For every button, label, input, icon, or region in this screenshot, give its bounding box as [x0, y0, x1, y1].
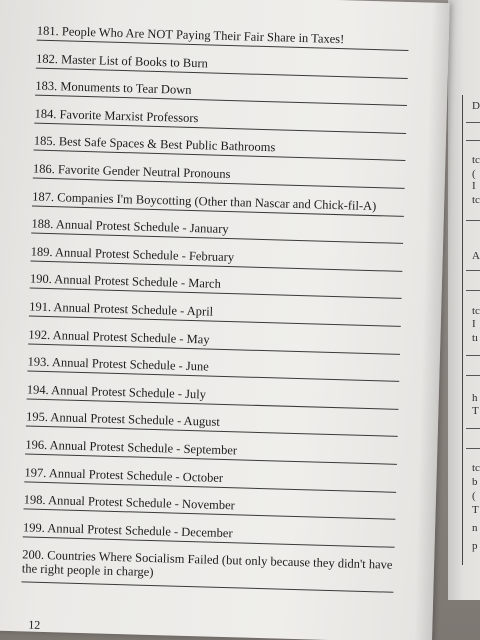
list-item-text: 198. Annual Protest Schedule - November	[23, 492, 235, 513]
facing-page-fragment: (	[472, 490, 476, 502]
list-item-text: 183. Monuments to Tear Down	[35, 78, 192, 98]
facing-page-fragment: n	[472, 522, 478, 534]
list-item-text: 181. People Who Are NOT Paying Their Fair Share in Taxes!	[36, 23, 345, 47]
facing-page-fragment: b	[472, 476, 478, 488]
facing-page-fragment: tc	[472, 194, 480, 206]
list-item-text: 187. Companies I'm Boycotting (Other than Nascar and Chick-fil-A)	[32, 189, 377, 213]
list-item-text: 199. Annual Protest Schedule - December	[22, 520, 233, 540]
page-number: 12	[28, 617, 41, 632]
facing-page-fragment: I	[472, 180, 476, 192]
list-item-text: 194. Annual Protest Schedule - July	[26, 382, 207, 402]
writing-line	[34, 122, 406, 133]
list-item	[21, 546, 402, 601]
facing-page-fragment: tc	[472, 462, 480, 474]
facing-page-fragment: D	[472, 100, 480, 112]
list-item-text: 188. Annual Protest Schedule - January	[31, 216, 229, 237]
writing-line	[35, 95, 407, 106]
facing-page-fragment: I	[472, 318, 476, 330]
facing-page-rule	[466, 220, 480, 221]
facing-page-rule	[466, 270, 480, 271]
checklist	[21, 22, 417, 601]
facing-page-rule	[466, 290, 480, 291]
list-item-text: 195. Annual Protest Schedule - August	[25, 409, 220, 430]
writing-line	[29, 315, 401, 326]
list-item-text: 196. Annual Protest Schedule - September	[25, 437, 238, 458]
facing-page-fragment: h	[472, 392, 478, 404]
writing-line	[28, 343, 400, 354]
facing-page-rule	[466, 355, 480, 356]
facing-page-fragment: tc	[472, 154, 480, 166]
writing-line	[36, 67, 408, 78]
list-item-text: 185. Best Safe Spaces & Best Public Bathrooms	[33, 133, 276, 155]
page-gutter-shadow	[414, 3, 450, 640]
list-item-text: 191. Annual Protest Schedule - April	[28, 299, 214, 319]
facing-page-fragment: tc	[472, 305, 480, 317]
writing-line	[27, 371, 399, 382]
facing-page-rule	[466, 375, 480, 376]
facing-page-rule	[466, 428, 480, 429]
facing-page-border	[462, 95, 463, 565]
facing-page-fragment: A	[472, 250, 480, 262]
facing-page-rule	[466, 140, 480, 141]
list-item-text: 193. Annual Protest Schedule - June	[27, 354, 210, 374]
facing-page-fragment: T	[472, 405, 479, 417]
facing-page-fragment: (	[472, 168, 476, 180]
list-item-text: 190. Annual Protest Schedule - March	[29, 271, 222, 292]
writing-line	[27, 398, 399, 409]
list-item-text: 197. Annual Protest Schedule - October	[24, 464, 224, 485]
facing-page-fragment: T	[472, 504, 479, 516]
list-item-text: 182. Master List of Books to Burn	[35, 51, 209, 70]
list-item-text: 200. Countries Where Socialism Failed (but only because they didn't have the right people in charge)	[21, 547, 393, 580]
facing-page-rule	[466, 122, 480, 123]
list-item-text: 192. Annual Protest Schedule - May	[28, 327, 210, 347]
facing-page-fragment: tı	[472, 332, 479, 344]
facing-page-rule	[466, 448, 480, 449]
list-item-text: 186. Favorite Gender Neutral Pronouns	[32, 161, 231, 182]
facing-page	[448, 0, 480, 600]
list-item-text: 184. Favorite Marxist Professors	[34, 106, 199, 125]
facing-page-fragment: p	[472, 540, 478, 552]
list-item-text: 189. Annual Protest Schedule - February	[30, 244, 235, 264]
